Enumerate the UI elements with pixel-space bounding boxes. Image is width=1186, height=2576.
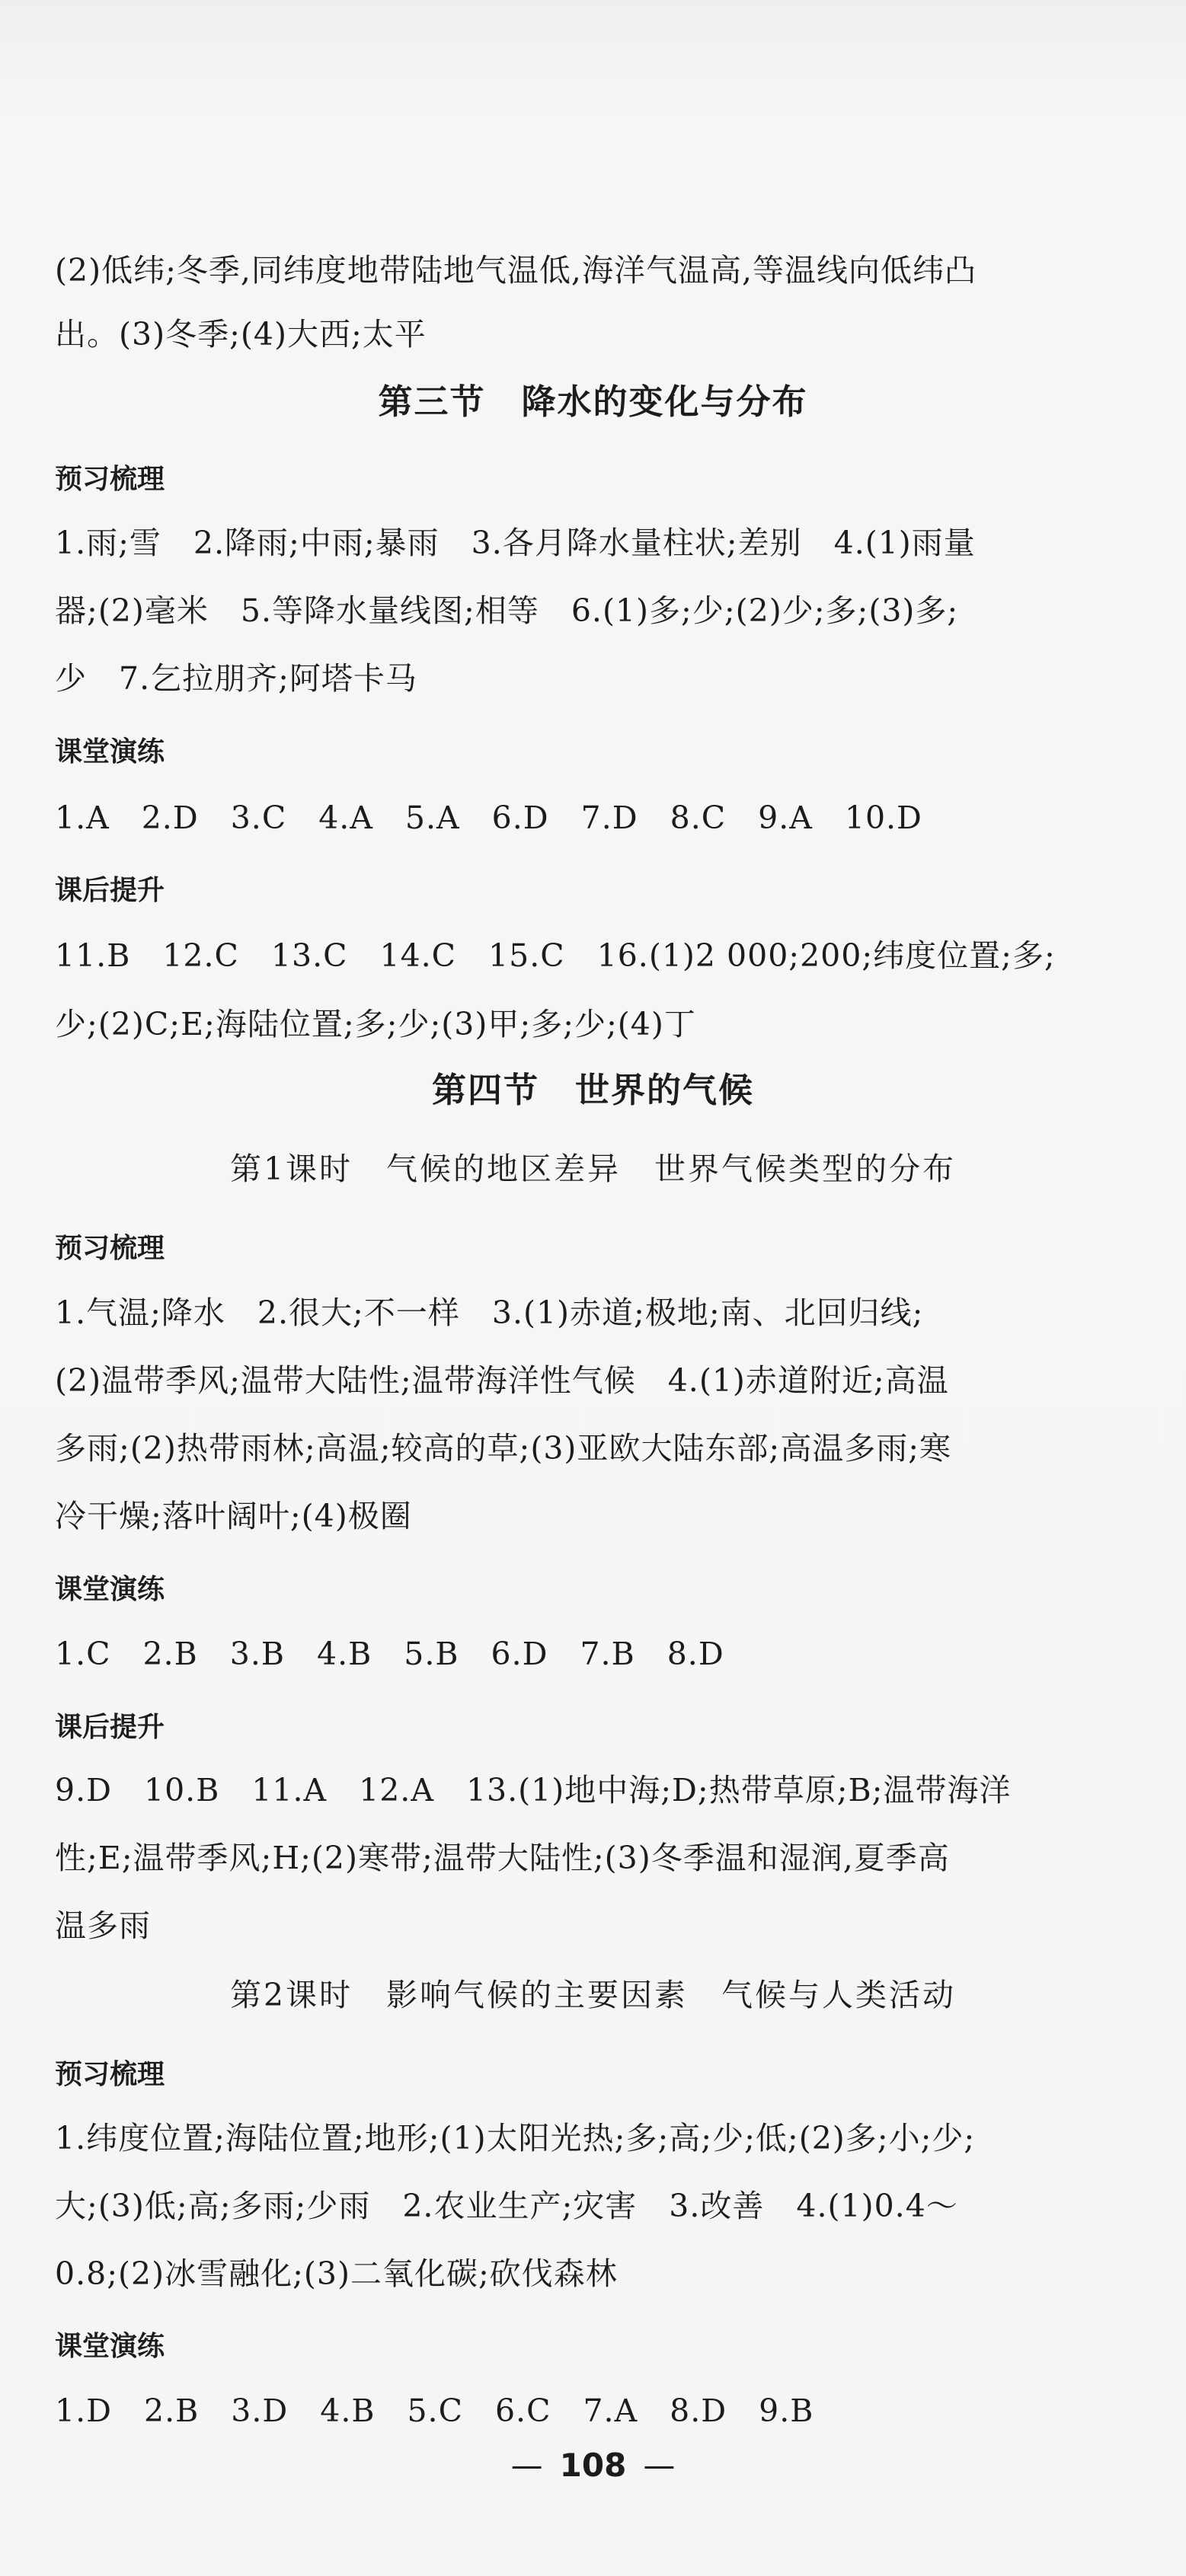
preview-label: 预习梳理 bbox=[55, 2059, 165, 2090]
page-number-dash-left: — bbox=[510, 2447, 543, 2484]
answer-line: 少;(2)C;E;海陆位置;多;少;(3)甲;多;少;(4)丁 bbox=[55, 1006, 696, 1042]
answer-line: 温多雨 bbox=[55, 1907, 151, 1944]
page-number-dash-right: — bbox=[643, 2447, 676, 2484]
answer-line: 少 7.乞拉朋齐;阿塔卡马 bbox=[55, 660, 417, 697]
preview-label: 预习梳理 bbox=[55, 464, 165, 495]
answer-line: 1.纬度位置;海陆位置;地形;(1)太阳光热;多;高;少;低;(2)多;小;少; bbox=[55, 2120, 976, 2156]
preview-label: 预习梳理 bbox=[55, 1233, 165, 1264]
class-practice-label: 课堂演练 bbox=[55, 736, 165, 768]
page-number-value: 108 bbox=[559, 2447, 627, 2484]
answer-line: 0.8;(2)冰雪融化;(3)二氧化碳;砍伐森林 bbox=[55, 2255, 618, 2292]
answer-line: 1.A 2.D 3.C 4.A 5.A 6.D 7.D 8.C 9.A 10.D bbox=[55, 800, 922, 836]
answer-line: 冷干燥;落叶阔叶;(4)极圈 bbox=[55, 1498, 412, 1534]
section-title-precipitation: 第三节 降水的变化与分布 bbox=[378, 381, 808, 422]
class-practice-label: 课堂演练 bbox=[55, 1574, 165, 1605]
answer-line: 多雨;(2)热带雨林;高温;较高的草;(3)亚欧大陆东部;高温多雨;寒 bbox=[55, 1430, 952, 1467]
section-title-world-climate: 第四节 世界的气候 bbox=[431, 1070, 754, 1110]
answer-line: (2)温带季风;温带大陆性;温带海洋性气候 4.(1)赤道附近;高温 bbox=[55, 1362, 949, 1399]
page-number bbox=[0, 2443, 1186, 2488]
continuation-line-2: 出。(3)冬季;(4)大西;太平 bbox=[55, 316, 427, 353]
answer-line: 9.D 10.B 11.A 12.A 13.(1)地中海;D;热带草原;B;温带海洋 bbox=[55, 1772, 1012, 1808]
answer-line: 性;E;温带季风;H;(2)寒带;温带大陆性;(3)冬季温和湿润,夏季高 bbox=[55, 1840, 950, 1876]
answer-line: 器;(2)毫米 5.等降水量线图;相等 6.(1)多;少;(2)少;多;(3)多; bbox=[55, 592, 959, 629]
class-practice-label: 课堂演练 bbox=[55, 2331, 165, 2362]
lesson-title-1: 第1课时 气候的地区差异 世界气候类型的分布 bbox=[229, 1151, 957, 1187]
answer-line: 1.雨;雪 2.降雨;中雨;暴雨 3.各月降水量柱状;差别 4.(1)雨量 bbox=[55, 525, 976, 561]
lesson-title-2: 第2课时 影响气候的主要因素 气候与人类活动 bbox=[229, 1977, 957, 2013]
answer-line: 1.气温;降水 2.很大;不一样 3.(1)赤道;极地;南、北回归线; bbox=[55, 1294, 924, 1331]
continuation-line-1: (2)低纬;冬季,同纬度地带陆地气温低,海洋气温高,等温线向低纬凸 bbox=[55, 252, 977, 289]
answer-line: 1.C 2.B 3.B 4.B 5.B 6.D 7.B 8.D bbox=[55, 1636, 724, 1672]
answer-line: 大;(3)低;高;多雨;少雨 2.农业生产;灾害 3.改善 4.(1)0.4～ bbox=[55, 2188, 958, 2224]
after-class-label: 课后提升 bbox=[55, 1712, 165, 1743]
after-class-label: 课后提升 bbox=[55, 875, 165, 906]
answer-line: 11.B 12.C 13.C 14.C 15.C 16.(1)2 000;200;纬度位置;多; bbox=[55, 937, 1056, 974]
answer-line: 1.D 2.B 3.D 4.B 5.C 6.C 7.A 8.D 9.B bbox=[55, 2392, 814, 2429]
